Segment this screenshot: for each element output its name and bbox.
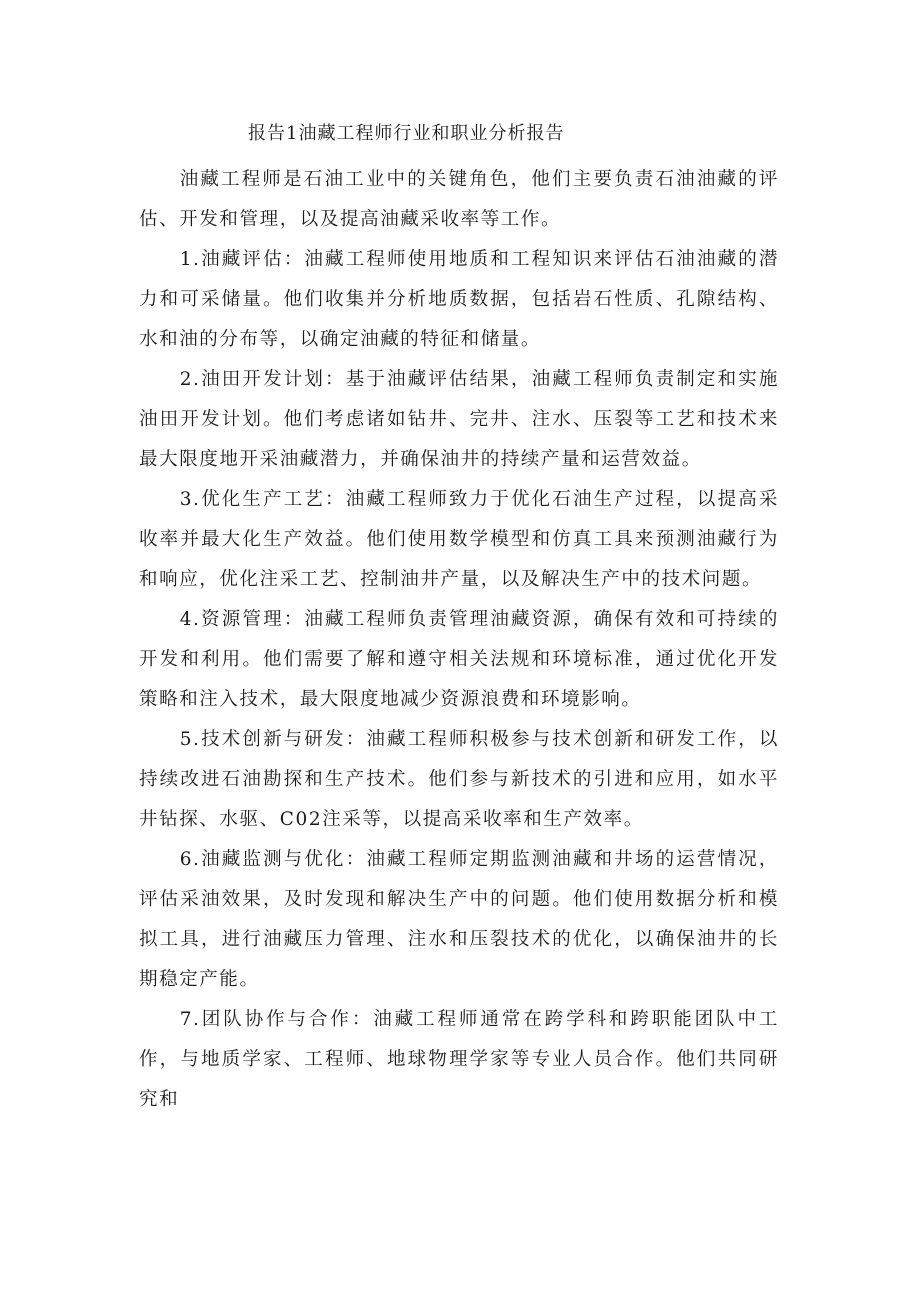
section-paragraph-7: 7.团队协作与合作：油藏工程师通常在跨学科和跨职能团队中工作，与地质学家、工程师、地球物理学家等专业人员合作。他们共同研究和	[139, 1009, 779, 1110]
section-paragraph-3: 3.优化生产工艺：油藏工程师致力于优化石油生产过程，以提高采收率并最大化生产效益。他们使用数学模型和仿真工具来预测油藏行为和响应，优化注采工艺、控制油井产量，以及解决生产中的技术问题。	[139, 489, 779, 590]
page-title: 报告1油藏工程师行业和职业分析报告	[248, 123, 565, 144]
intro-paragraph: 油藏工程师是石油工业中的关键角色，他们主要负责石油油藏的评估、开发和管理，以及提高油藏采收率等工作。	[139, 169, 779, 230]
section-paragraph-2: 2.油田开发计划：基于油藏评估结果，油藏工程师负责制定和实施油田开发计划。他们考虑诸如钻井、完井、注水、压裂等工艺和技术来最大限度地开采油藏潜力，并确保油井的持续产量和运营效益。	[139, 369, 779, 470]
section-paragraph-4: 4.资源管理：油藏工程师负责管理油藏资源，确保有效和可持续的开发和利用。他们需要了解和遵守相关法规和环境标准，通过优化开发策略和注入技术，最大限度地减少资源浪费和环境影响。	[139, 609, 779, 710]
section-paragraph-6: 6.油藏监测与优化：油藏工程师定期监测油藏和井场的运营情况，评估采油效果，及时发现和解决生产中的问题。他们使用数据分析和模拟工具，进行油藏压力管理、注水和压裂技术的优化，以确保油井的长期稳定产能。	[139, 849, 779, 990]
document-body	[139, 160, 779, 1120]
section-paragraph-1: 1.油藏评估：油藏工程师使用地质和工程知识来评估石油油藏的潜力和可采储量。他们收集并分析地质数据，包括岩石性质、孔隙结构、水和油的分布等，以确定油藏的特征和储量。	[139, 249, 779, 350]
section-paragraph-5: 5.技术创新与研发：油藏工程师积极参与技术创新和研发工作，以持续改进石油勘探和生产技术。他们参与新技术的引进和应用，如水平井钻探、水驱、C02注采等，以提高采收率和生产效率。	[139, 729, 779, 830]
